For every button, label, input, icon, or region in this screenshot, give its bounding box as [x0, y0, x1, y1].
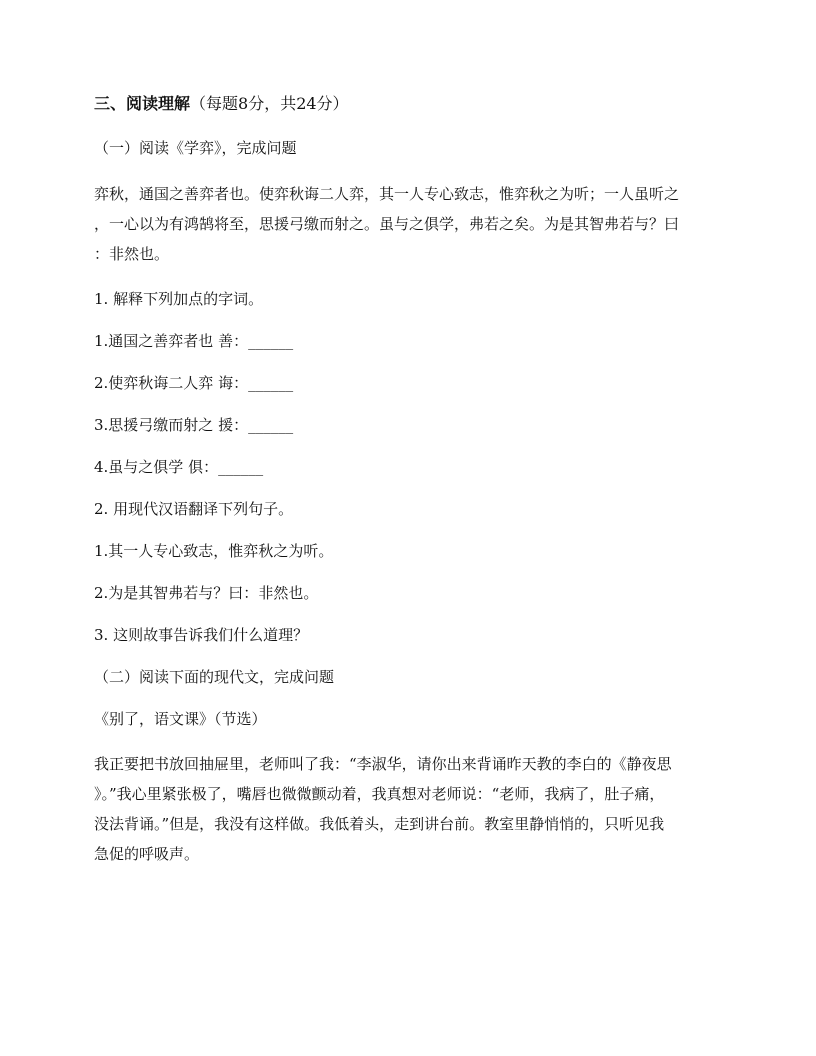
question-3-prompt: 3. 这则故事告诉我们什么道理？	[94, 626, 309, 644]
question-1-item-text: 3.思援弓缴而射之 援：	[94, 416, 249, 434]
passage-line: 弈秋，通国之善弈者也。使弈秋诲二人弈，其一人专心致志，惟弈秋之为听；一人虽听之	[94, 185, 680, 203]
passage-line: ，一心以为有鸿鹄将至，思援弓缴而射之。虽与之俱学，弗若之矣。为是其智弗若与？曰	[94, 215, 680, 233]
question-2-item: 2.为是其智弗若与？曰：非然也。	[94, 584, 319, 602]
part2-passage	[94, 749, 726, 869]
question-1-item-text: 1.通国之善弈者也 善：	[94, 332, 249, 350]
answer-blank[interactable]: ______	[248, 332, 294, 350]
question-2-prompt: 2. 用现代汉语翻译下列句子。	[94, 500, 294, 518]
question-1-item	[94, 330, 726, 352]
question-1-prompt: 1. 解释下列加点的字词。	[94, 290, 264, 308]
passage-line: ：非然也。	[94, 245, 170, 263]
passage-line: 急促的呼吸声。	[94, 845, 200, 863]
part1-passage	[94, 179, 726, 269]
part2-title: （二）阅读下面的现代文，完成问题	[94, 668, 335, 686]
question-2-item: 1.其一人专心致志，惟弈秋之为听。	[94, 542, 334, 560]
section-heading	[94, 92, 726, 116]
passage-line: 我正要把书放回抽屉里，老师叫了我：“李淑华，请你出来背诵昨天教的李白的《静夜思	[94, 755, 672, 773]
passage-line: 》。”我心里紧张极了，嘴唇也微微颤动着，我真想对老师说：“老师，我病了，肚子痛，	[94, 785, 665, 803]
answer-blank[interactable]: ______	[248, 416, 294, 434]
question-1-item-text: 4.虽与之俱学 俱：	[94, 458, 219, 476]
answer-blank[interactable]: ______	[248, 374, 294, 392]
article-title: 《别了，语文课》（节选）	[94, 710, 267, 728]
passage-line: 没法背诵。”但是，我没有这样做。我低着头，走到讲台前。教室里静悄悄的，只听见我	[94, 815, 665, 833]
answer-blank[interactable]: ______	[218, 458, 264, 476]
question-1-item	[94, 414, 726, 436]
question-1-item	[94, 372, 726, 394]
part1-title: （一）阅读《学弈》，完成问题	[94, 139, 297, 157]
reading-section	[94, 92, 726, 869]
section-heading-main: 三、阅读理解	[94, 94, 191, 113]
section-heading-sub: （每题8分，共24分）	[190, 94, 349, 113]
question-1-item	[94, 456, 726, 478]
question-1-item-text: 2.使弈秋诲二人弈 诲：	[94, 374, 249, 392]
